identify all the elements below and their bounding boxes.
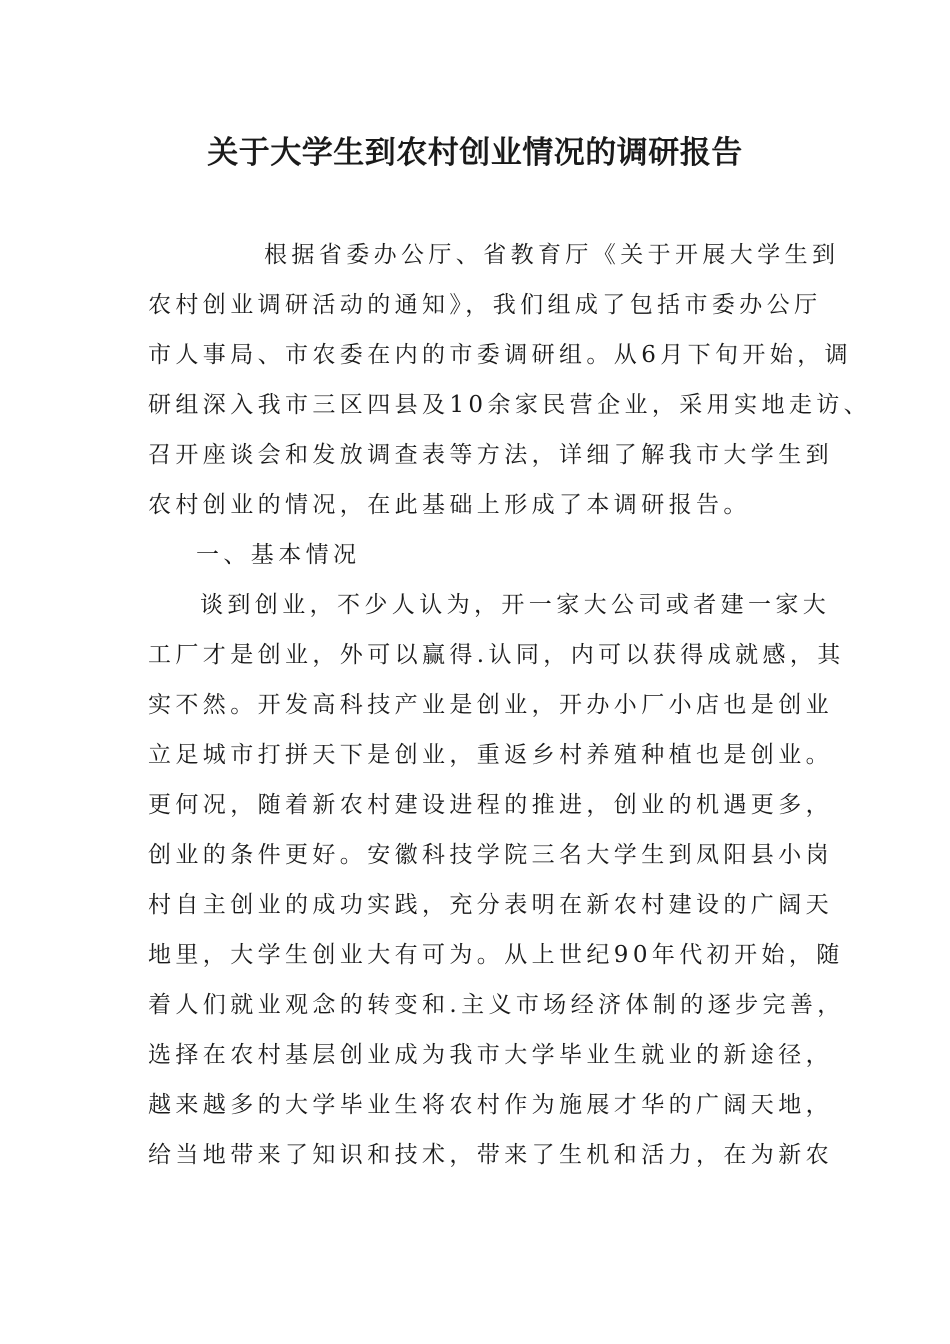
paragraph-line: 农村创业的情况，在此基础上形成了本调研报告。 — [148, 492, 751, 518]
paragraph-line: 立足城市打拼天下是创业，重返乡村养殖种植也是创业。 — [148, 742, 833, 768]
paragraph-line: 农村创业调研活动的通知》，我们组成了包括市委办公厅 — [148, 292, 822, 318]
paragraph-line: 市人事局、市农委在内的市委调研组。从6月下旬开始，调 — [148, 342, 853, 368]
document-title: 关于大学生到农村创业情况的调研报告 — [207, 135, 743, 171]
section-heading: 一、基本情况 — [196, 542, 361, 568]
paragraph-line: 着人们就业观念的转变和.主义市场经济体制的逐步完善， — [148, 992, 845, 1018]
paragraph-line: 更何况，随着新农村建设进程的推进，创业的机遇更多， — [148, 792, 833, 818]
paragraph-line: 村自主创业的成功实践，充分表明在新农村建设的广阔天 — [148, 892, 833, 918]
paragraph-line: 研组深入我市三区四县及10余家民营企业，采用实地走访、 — [148, 392, 872, 418]
paragraph-line: 召开座谈会和发放调查表等方法，详细了解我市大学生到 — [148, 442, 833, 468]
paragraph-line: 地里，大学生创业大有可为。从上世纪90年代初开始，随 — [148, 942, 844, 968]
paragraph-line: 选择在农村基层创业成为我市大学毕业生就业的新途径， — [148, 1042, 833, 1068]
paragraph-line: 越来越多的大学毕业生将农村作为施展才华的广阔天地， — [148, 1092, 833, 1118]
paragraph-line: 给当地带来了知识和技术，带来了生机和活力，在为新农 — [148, 1142, 833, 1168]
paragraph-line: 谈到创业，不少人认为，开一家大公司或者建一家大 — [200, 592, 831, 618]
paragraph-line: 根据省委办公厅、省教育厅《关于开展大学生到 — [264, 242, 840, 268]
paragraph-line: 实不然。开发高科技产业是创业，开办小厂小店也是创业 — [148, 692, 833, 718]
paragraph-line: 创业的条件更好。安徽科技学院三名大学生到凤阳县小岗 — [148, 842, 833, 868]
paragraph-line: 工厂才是创业，外可以赢得.认同，内可以获得成就感，其 — [148, 642, 845, 668]
